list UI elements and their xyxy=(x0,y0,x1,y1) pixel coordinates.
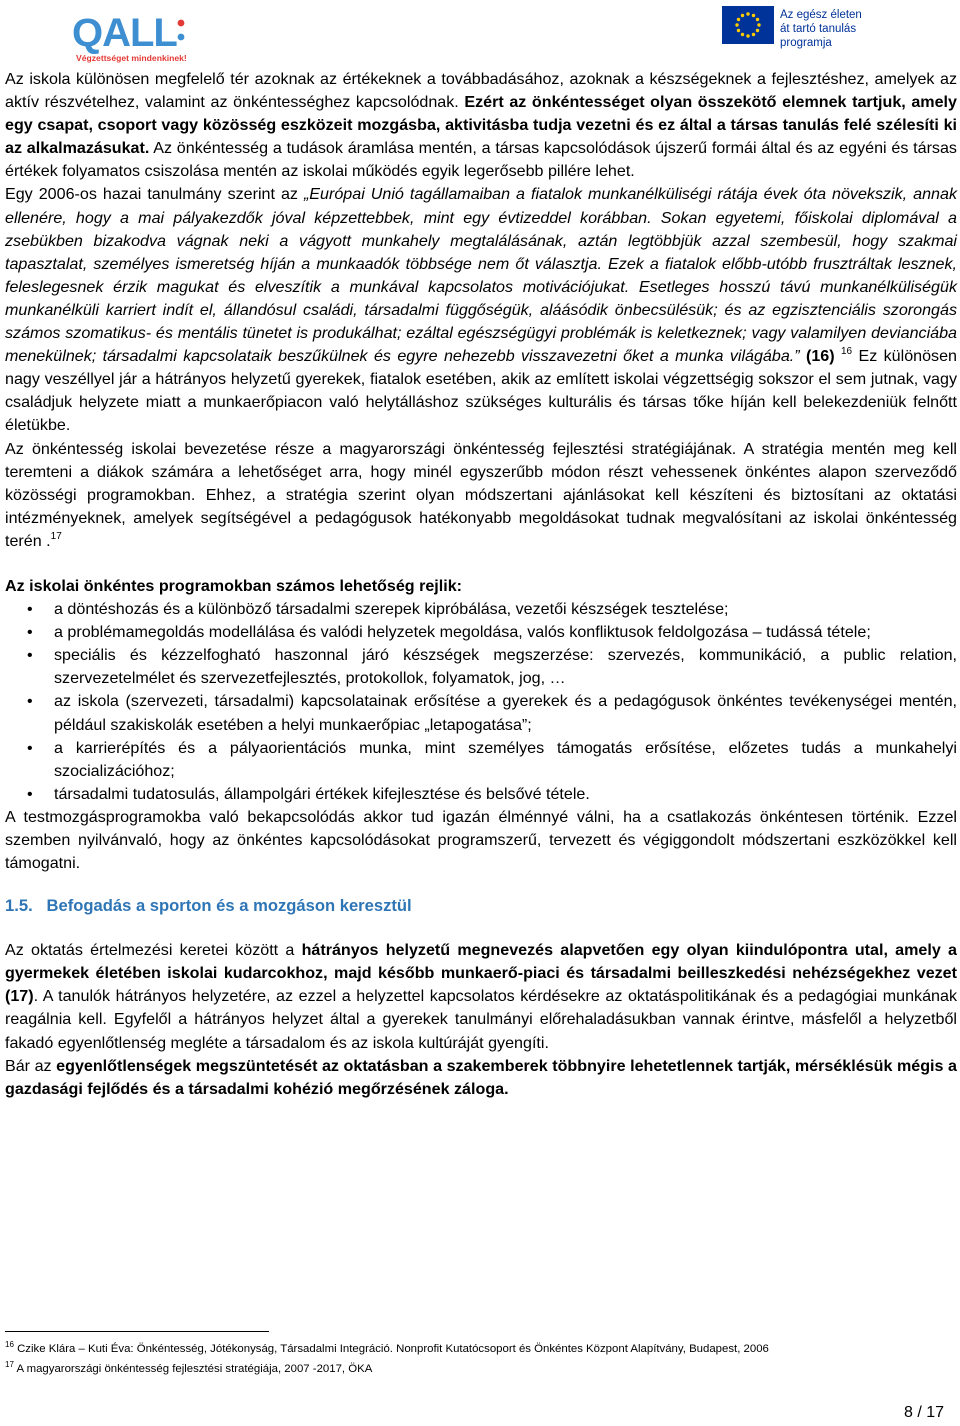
eu-program-logo xyxy=(722,6,952,50)
footnotes xyxy=(5,1331,955,1379)
eu-logo-line2: át tartó tanulás xyxy=(780,23,857,35)
list-item: • társadalmi tudatosulás, állampolgári értékek kifejlesztése és belsővé tétele. xyxy=(54,783,957,806)
paragraph-inequality: Bár az egyenlőtlenségek megszüntetését az oktatásban a szakemberek többnyire lehetetlennek tartják, mérséklésük mégis a gazdasági fejlődés és a társadalmi kohézió megőrzésének záloga. xyxy=(5,1056,957,1098)
section-heading: 1.5. Befogadás a sporton és a mozgáson keresztül xyxy=(5,896,412,916)
qall-logo-name: QALL xyxy=(72,11,177,55)
paragraph-study-quote: Egy 2006-os hazai tanulmány szerint az „Európai Unió tagállamaiban a fiatalok munkanélküliségi rátája évek óta növekszik, annak ellenére, hogy a mai pályakezdők jóval képzettebbek, mint egy évtizeddel korábban. Sokan egyetemi, főiskolai diplomával a zsebükben bizakodva vágnak neki a vágyott munkahely megtalálásának, aztán legtöbbjük azzal szembesül, hogy szakmai tapasztalat, személyes ismeretség híján a munkaadók többsége nem őt választja. Ezek a fiatalok előbb-utóbb frusztráltak lesznek, feleslegesnek érzik magukat és elveszítik a munkával kapcsolatos motivációjukat. Esetleges hosszú távú munkanélküliségük munkanélküli karriert indít el, állandósul családi, társadalmi függőségük, aláásódik önbecsülésük; és az egzisztenciális szorongás számos szomatikus- és mentális tünetet is produkálhat; ezáltal egészségügyi problémák is keletkeznek; vagy valamilyen devianciába menekülnek; társadalmi kapcsolataik beszűkülnek és egyre nehezebb visszavezetni őket a munka világába.” (16) $^{16}$ Ez különösen nagy veszéllyel jár a hátrányos helyzetű gyerekek, fiatalok esetében, akik az említett iskolai végzettségig sokszor el sem jutnak, vagy családjuk helyzete miatt a munkaerőpiacon való helytálláshoz szükséges kulturális és társas tőke híján kell belekezdeniük felnőtt életükbe. xyxy=(5,185,957,435)
paragraph-strategy: Az önkéntesség iskolai bevezetése része a magyarországi önkéntesség fejlesztési stratégiájának. A stratégia mentén meg kell teremteni a diákok számára a lehetőséget arra, hogy minél egyszerűbb módon részt vehessenek önkéntes alapon szerveződő közösségi programokban. Ehhez, a stratégia szerint olyan módszertani ajánlásokat kell készíteni és biztosítani az oktatási intézményeknek, amelyek segítségével a pedagógusok hatékonyabb megoldásokat tudnak megvalósítani az iskolai önkéntesség terén .$^{17}$ xyxy=(5,439,957,550)
eu-logo-line1: Az egész életen xyxy=(780,9,862,21)
qall-logo-tagline: Végzettséget mindenkinek! xyxy=(76,53,187,63)
study-quote: „Európai Unió tagállamaiban a fiatalok munkanélküliségi rátája évek óta növekszik, annak ellenére, hogy a mai pályakezdők jóval képzettebbek, mint egy évtizeddel korábban. Sokan egyetemi, főiskolai diplomával a zsebükben bizakodva vágnak neki a vágyott munkahely megtalálásának, aztán legtöbbjük azzal szembesül, hogy szakmai tapasztalat, személyes ismeretség híján a munkaadók többsége nem őt választja. Ezek a fiatalok előbb-utóbb frusztráltak lesznek, feleslegesnek érzik magukat és elveszítik a munkával kapcsolatos motivációjukat. Esetleges hosszú távú munkanélküliségük munkanélküli karriert indít el, állandósul családi, társadalmi függőségük, aláásódik önbecsülésük; és az egzisztenciális szorongás számos szomatikus- és mentális tünetet is produkálhat; ezáltal egészségügyi problémák is keletkeznek; vagy valamilyen devianciába menekülnek; társadalmi kapcsolataik beszűkülnek és egyre nehezebb visszavezetni őket a munka világába.” xyxy=(5,185,957,366)
list-item: • az iskola (szervezeti, társadalmi) kapcsolatainak erősítése a gyerekek és a pedagógusok önkéntes tevékenységei mentén, például szakiskolák esetében a helyi munkaerőpiac „letapogatása”; xyxy=(54,690,957,736)
paragraph-disadvantaged: Az oktatás értelmezési keretei között a hátrányos helyzetű megnevezés alapvetően egy olyan kiindulópontra utal, amely a gyermekek életében iskolai kudarcokhoz, majd később munkaerő-piaci és társadalmi beilleszkedési nehézségekhez vezet (17). A tanulók hátrányos helyzetére, az ezzel a helyzettel kapcsolatos kérdésekre az oktatáspolitikának és a pedagógiai munkának reagálnia kell. Egyfelől a hátrányos helyzet által a gyerekek tanulmányi előrehaladásukban vannak érintve, másfelől a helyzetből fakadó egyenlőtlenség megléte a társadalom és az iskola kultúráját gyengíti. xyxy=(5,941,957,1052)
list-item: • a döntéshozás és a különböző társadalmi szerepek kipróbálása, vezetői készségek tesztelése; xyxy=(54,598,957,621)
paragraph-school-volunteering: Az iskola különösen megfelelő tér azoknak az értékeknek a továbbadásához, azoknak a készségeknek a fejlesztéshez, amelyek az aktív részvételhez, valamint az önkéntességhez kapcsolódnak. Ezért az önkéntességet olyan összekötő elemnek tartjuk, amely egy csapat, csoport vagy közösség eszközeit mozgásba, aktivitásba tudja vezetni és ez által a társas tanulás felé szélesíti ki az alkalmazásukat. Az önkéntesség a tudások áramlása mentén, a társas kapcsolódások újszerű formái által és az egyéni és társas értékek folyamatos csiszolása mentén az iskolai működés egyik legerősebb pillére lehet. xyxy=(5,70,957,181)
list-item: • speciális és kézzelfogható haszonnal járó készségek megszerzése: szervezés, kommunikáció, a public relation, szervezetelmélet és szervezetfejlesztés, protokollok, folyamatok, jog, … xyxy=(54,644,957,690)
footnote-ref-16: 16 xyxy=(840,346,853,358)
qall-logo xyxy=(72,6,196,64)
document-body xyxy=(5,68,957,1101)
list-heading: Az iskolai önkéntes programokban számos lehetőség rejlik: xyxy=(5,576,463,595)
footnote-17: $^{17}$ A magyarországi önkéntesség fejlesztési stratégiája, 2007 -2017, ÖKA xyxy=(5,1360,373,1375)
page-header xyxy=(0,0,960,68)
footnote-separator xyxy=(5,1331,269,1332)
list-item: • a problémamegoldás modellálása és valódi helyzetek megoldása, valós konfliktusok feldolgozása – tudássá tétele; xyxy=(54,621,957,644)
list-item: • a karrierépítés és a pályaorientációs munka, mint személyes támogatás erősítése, előzetes tudás a munkahelyi szocializációhoz; xyxy=(54,737,957,783)
page-number: 8 / 17 xyxy=(903,1404,944,1421)
paragraph-exercise-programs: A testmozgásprogramokba való bekapcsolódás akkor tud igazán élménnyé válni, ha a csatlakozás önkéntesen történik. Ezzel szemben nyilvánvaló, hogy az önkéntes kapcsolódásokat programszerű, tervezett és végiggondolt módszertani eszközökkel kell támogatni. xyxy=(5,807,957,873)
opportunities-list xyxy=(5,598,957,806)
eu-logo-line3: programja xyxy=(780,37,832,49)
footnote-ref-17: 17 xyxy=(50,530,62,542)
footnote-16: $^{16}$ Czike Klára – Kuti Éva: Önkéntesség, Jótékonyság, Társadalmi Integráció. Nonprofit Kutatócsoport és Önkéntes Központ Alapítvány, Budapest, 2006 xyxy=(5,1340,769,1355)
